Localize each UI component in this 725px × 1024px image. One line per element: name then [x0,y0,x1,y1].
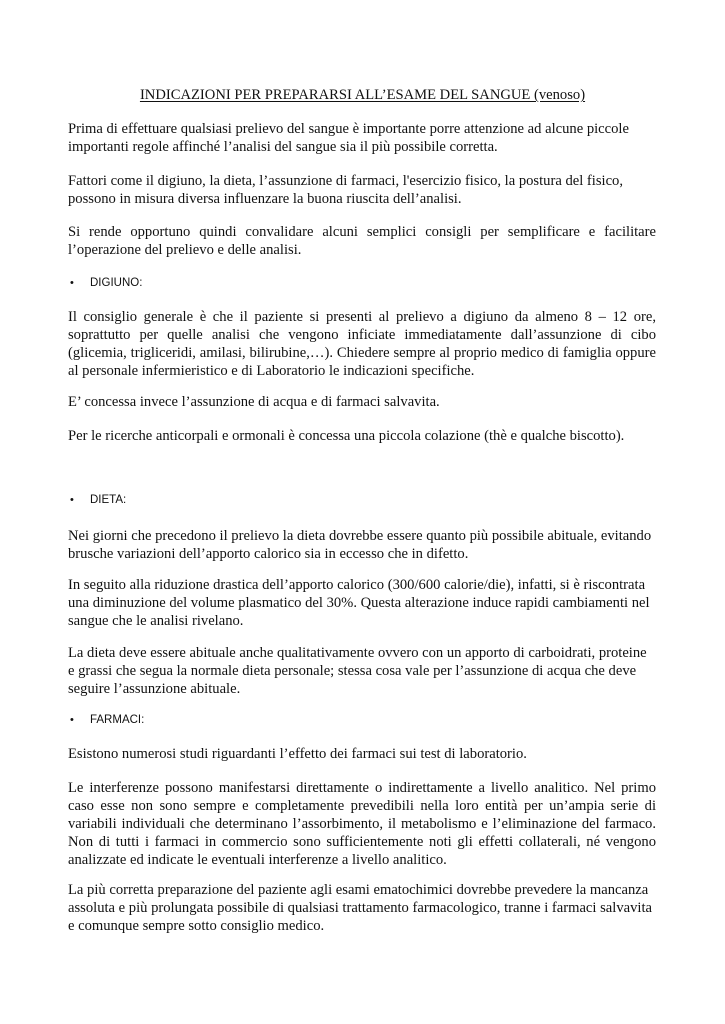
section-heading-digiuno [68,274,368,292]
intro-paragraph-2: Fattori come il digiuno, la dieta, l’assunzione di farmaci, l'esercizio fisico, la postura del fisico, possono in misura diversa influenzare la buona riuscita dell’analisi. [68,173,623,207]
bullet-icon: • [70,714,74,726]
bullet-icon: • [70,494,74,506]
dieta-paragraph-1: Nei giorni che precedono il prelievo la dieta dovrebbe essere quanto più possibile abituale, evitando brusche variazioni dell’apporto calorico sia in eccesso che in difetto. [68,528,652,562]
intro-paragraph-1: Prima di effettuare qualsiasi prelievo del sangue è importante porre attenzione ad alcune piccole importanti regole affinché l’analisi del sangue sia il più possibile corretta. [68,121,629,155]
dieta-paragraph-2: In seguito alla riduzione drastica dell’apporto calorico (300/600 calorie/die), infatti, si è riscontrata una diminuzione del volume plasmatico del 30%. Questa alterazione induce rapidi cambiamenti nel sangue che le analisi rivelano. [68,577,650,629]
bullet-icon: • [70,277,74,289]
document-title: INDICAZIONI PER PREPARARSI ALL’ESAME DEL SANGUE (venoso) [139,87,586,103]
farmaci-paragraph-1: Esistono numerosi studi riguardanti l’effetto dei farmaci sui test di laboratorio. [68,746,527,762]
section-heading-label: FARMACI: [90,714,145,726]
section-heading-dieta [68,491,368,509]
digiuno-paragraph-1: Il consiglio generale è che il paziente si presenti al prelievo a digiuno da almeno 8 – 12 ore, soprattutto per quelle analisi che vengono inficiate immediatamente dall’assunzione di cibo (glicemia, trigliceridi, amilasi, bilirubine,…). Chiedere sempre al proprio medico di famiglia oppure al personale infermieristico e di Laboratorio le indicazioni specifiche. [68,309,656,379]
section-heading-label: DIETA: [90,494,127,506]
digiuno-paragraph-2: E’ concessa invece l’assunzione di acqua e di farmaci salvavita. [68,394,440,410]
intro-paragraph-3: Si rende opportuno quindi convalidare alcuni semplici consigli per semplificare e facilitare l’operazione del prelievo e delle analisi. [68,224,656,258]
section-heading-label: DIGIUNO: [90,277,143,289]
digiuno-paragraph-3: Per le ricerche anticorpali e ormonali è concessa una piccola colazione (thè e qualche biscotto). [68,428,625,444]
farmaci-paragraph-2: Le interferenze possono manifestarsi direttamente o indirettamente a livello analitico. Nel primo caso esse non sono sempre e completamente prevedibili nella loro entità per un’ampia serie di variabili individuali che determinano l’assorbimento, il metabolismo e l’eliminazione del farmaco. Non di tutti i farmaci in commercio sono sufficientemente noti gli effetti collaterali, né vengono analizzate ed indicate le eventuali interferenze a livello analitico. [68,780,656,868]
farmaci-paragraph-3: La più corretta preparazione del paziente agli esami ematochimici dovrebbe prevedere la mancanza assoluta e più prolungata possibile di qualsiasi trattamento farmacologico, tranne i farmaci salvavita e comunque sempre sotto consiglio medico. [68,882,652,934]
section-heading-farmaci [68,711,368,729]
dieta-paragraph-3: La dieta deve essere abituale anche qualitativamente ovvero con un apporto di carboidrati, proteine e grassi che segua la normale dieta personale; stessa cosa vale per l’assunzione di acqua che deve seguire l’assunzione abituale. [68,645,647,697]
